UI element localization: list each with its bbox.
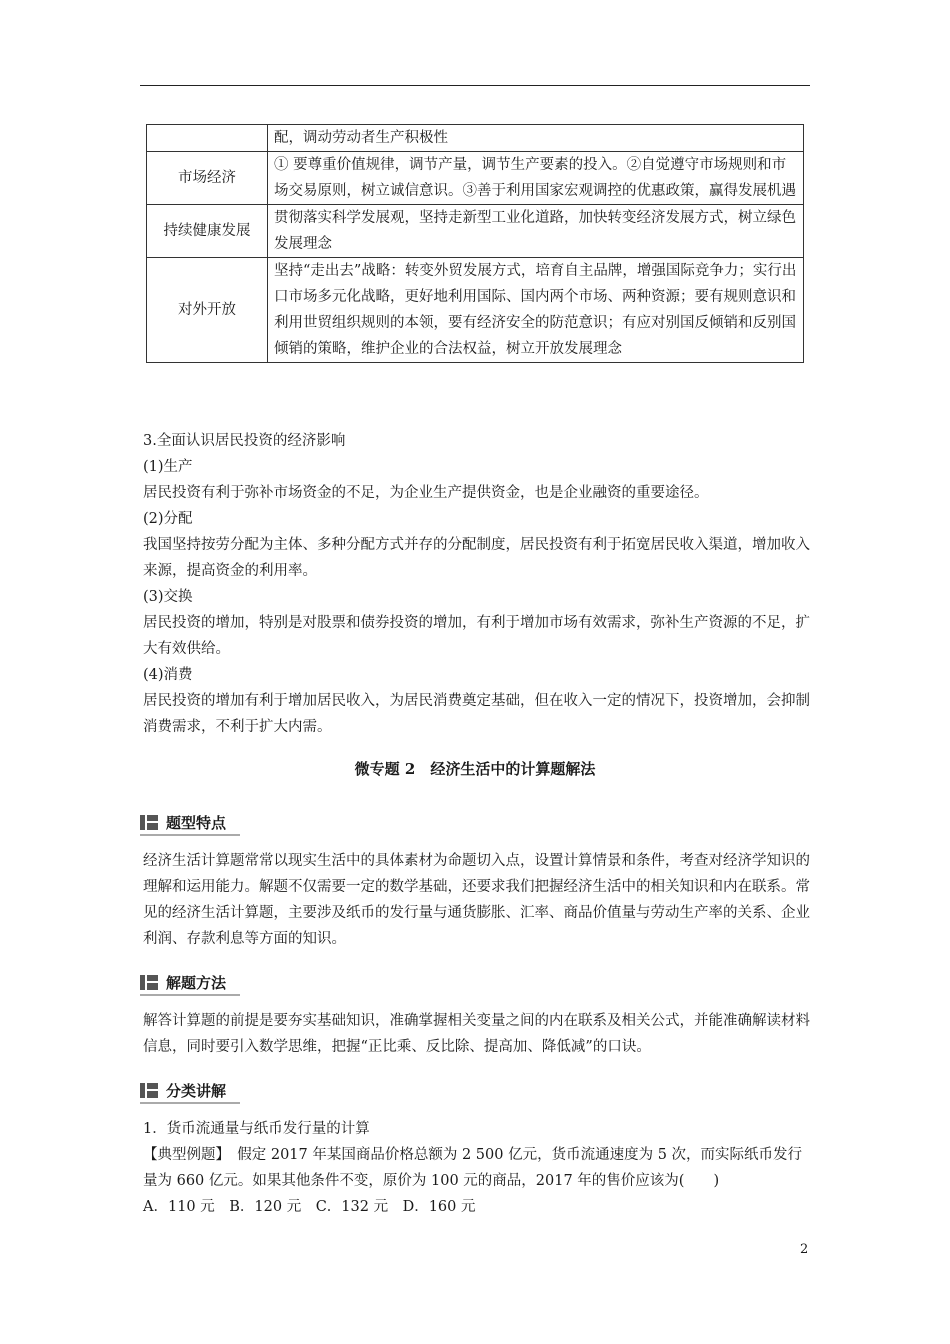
section-header-label: 解题方法 — [166, 973, 227, 992]
section-bar-icon — [140, 815, 158, 830]
table-row — [147, 152, 804, 205]
table-row — [147, 125, 804, 152]
table-cell-label — [147, 125, 268, 152]
paragraph: 经济生活计算题常常以现实生活中的具体素材为命题切入点，设置计算情景和条件，考查对经济学知识的理解和运用能力。解题不仅需要一定的数学基础，还要求我们把握经济生活中的相关知识和内在联系。常见的经济生活计算题，主要涉及纸币的发行量与通货膨胀、汇率、商品价值量与劳动生产率的关系、企业利润、存款利息等方面的知识。 — [143, 853, 810, 947]
section-3 — [143, 428, 813, 740]
table-cell-content: ① 要尊重价值规律，调节产量，调节生产要素的投入。②自觉遵守市场规则和市场交易原则，树立诚信意识。③善于利用国家宏观调控的优惠政策，赢得发展机遇 — [268, 152, 804, 205]
subheading: (4)消费 — [143, 667, 193, 683]
category-title: 1．货币流通量与纸币发行量的计算 — [143, 1121, 370, 1137]
section-header-label: 分类讲解 — [166, 1081, 227, 1100]
table-row — [147, 258, 804, 363]
table-row — [147, 205, 804, 258]
summary-table — [146, 124, 804, 363]
section-header — [140, 810, 240, 836]
paragraph: 居民投资有利于弥补市场资金的不足，为企业生产提供资金，也是企业融资的重要途径。 — [143, 485, 709, 501]
subheading: (2)分配 — [143, 511, 193, 527]
table-cell-label: 对外开放 — [147, 258, 268, 363]
subheading: (3)交换 — [143, 589, 193, 605]
table-cell-label: 市场经济 — [147, 152, 268, 205]
example-question: 【典型例题】 假定 2017 年某国商品价格总额为 2 500 亿元，货币流通速度为 5 次，而实际纸币发行量为 660 亿元。如果其他条件不变，原价为 100 元的商品，2017 年的售价应该为( ) — [143, 1147, 803, 1189]
paragraph: 居民投资的增加有利于增加居民收入，为居民消费奠定基础，但在收入一定的情况下，投资增加，会抑制消费需求，不利于扩大内需。 — [143, 693, 810, 735]
paragraph: 居民投资的增加，特别是对股票和债券投资的增加，有利于增加市场有效需求，弥补生产资源的不足，扩大有效供给。 — [143, 615, 810, 657]
table-cell-content: 配，调动劳动者生产积极性 — [268, 125, 804, 152]
topic-title: 微专题 2 经济生活中的计算题解法 — [354, 760, 596, 778]
table-cell-content: 坚持“走出去”战略：转变外贸发展方式，培育自主品牌，增强国际竞争力；实行出口市场多元化战略，更好地利用国际、国内两个市场、两种资源；要有规则意识和利用世贸组织规则的本领，要有经济安全的防范意识；有应对别国反倾销和反别国倾销的策略，维护企业的合法权益，树立开放发展理念 — [268, 258, 804, 363]
subheading: (1)生产 — [143, 459, 193, 475]
table-cell-content: 贯彻落实科学发展观，坚持走新型工业化道路，加快转变经济发展方式，树立绿色发展理念 — [268, 205, 804, 258]
section-header — [140, 1078, 240, 1104]
paragraph: 解答计算题的前提是要夯实基础知识，准确掌握相关变量之间的内在联系及相关公式，并能准确解读材料信息，同时要引入数学思维，把握“正比乘、反比除、提高加、降低减”的口诀。 — [143, 1013, 810, 1055]
answer-options: A．110 元 B．120 元 C．132 元 D．160 元 — [143, 1199, 476, 1215]
table-cell-label: 持续健康发展 — [147, 205, 268, 258]
header-rule — [140, 85, 810, 86]
section-bar-icon — [140, 975, 158, 990]
section-heading: 3.全面认识居民投资的经济影响 — [143, 433, 346, 449]
page-number: 2 — [800, 1242, 809, 1257]
category-1 — [143, 1116, 813, 1220]
section-header — [140, 970, 240, 996]
section-header-label: 题型特点 — [166, 813, 227, 832]
section-bar-icon — [140, 1083, 158, 1098]
paragraph: 我国坚持按劳分配为主体、多种分配方式并存的分配制度，居民投资有利于拓宽居民收入渠道，增加收入来源，提高资金的利用率。 — [143, 537, 810, 579]
